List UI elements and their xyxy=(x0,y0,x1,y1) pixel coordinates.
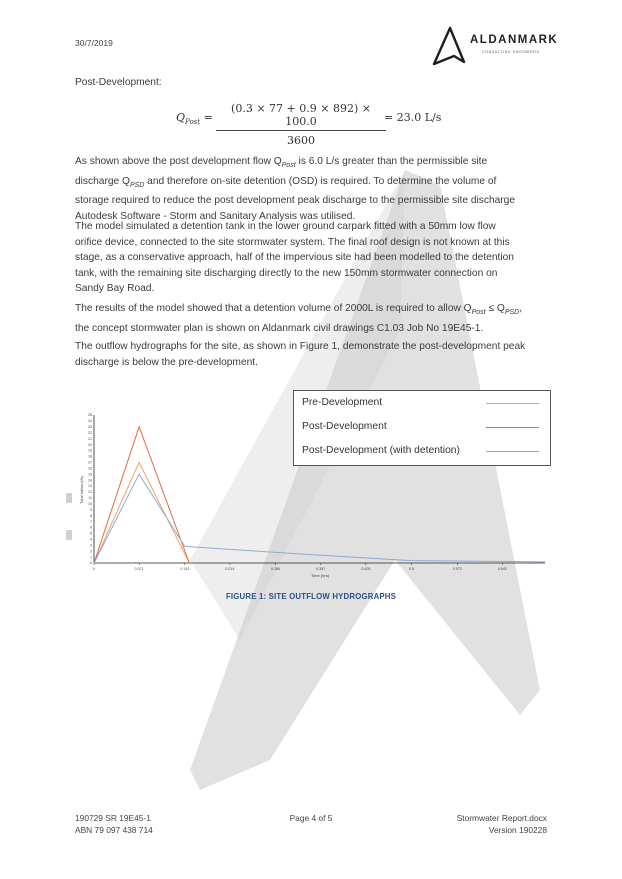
para4-line1: The outflow hydrographs for the site, as shown in Figure 1, demonstrate the post-development peak xyxy=(75,341,526,352)
x-tick-label: 0.5 xyxy=(409,567,415,571)
header-date: 30/7/2019 xyxy=(75,38,113,48)
equation-denominator: 3600 xyxy=(287,134,315,147)
para1-line2: discharge $Q_{PSD}$ and therefore on-site detention (OSD) is required. To determine the volume of xyxy=(75,175,497,189)
legend-label-post: Post-Development xyxy=(302,421,387,432)
y-tick-label: 14 xyxy=(88,478,92,483)
logo-tagline: CONSULTING ENGINEERS xyxy=(482,50,540,54)
y-tick-label: 17 xyxy=(88,460,92,465)
footer-abn: ABN 79 097 438 714 xyxy=(75,825,153,835)
y-tick-label: 1 xyxy=(90,555,92,560)
para2-line4: tank, with the remaining site discharging directly to the new 150mm stormwater connection on xyxy=(75,267,498,279)
equation-result: = 23.0 L/s xyxy=(384,111,442,124)
margin-mark xyxy=(66,530,72,540)
y-tick-label: 8 xyxy=(90,513,92,518)
section-label: Post-Development: xyxy=(75,77,162,88)
y-tick-label: 0 xyxy=(90,561,92,566)
y-tick-label: 9 xyxy=(90,507,92,512)
y-tick-label: 25 xyxy=(88,413,92,418)
y-tick-label: 12 xyxy=(88,490,92,495)
footer-filename: Stormwater Report.docx xyxy=(456,813,547,823)
para3-line2: the concept stormwater plan is shown on Aldanmark civil drawings C1.03 Job No 19E45-1. xyxy=(75,322,484,334)
paragraph-hydrographs xyxy=(75,339,555,370)
y-tick-label: 13 xyxy=(88,484,92,489)
footer-doc-ref: 190729 SR 19E45-1 xyxy=(75,813,151,823)
x-axis-label: Time (hrs) xyxy=(310,573,330,578)
para1-line3: storage required to reduce the post development peak discharge to the permissible site discharge xyxy=(75,195,516,207)
y-tick-label: 19 xyxy=(88,448,92,453)
para2-line5: Sandy Bay Road. xyxy=(75,283,155,294)
y-tick-label: 23 xyxy=(88,425,92,430)
y-tick-label: 5 xyxy=(90,531,92,536)
x-tick-label: 0.143 xyxy=(180,567,190,571)
y-tick-label: 18 xyxy=(88,454,92,459)
margin-mark xyxy=(66,493,72,503)
post-flow-equation xyxy=(176,102,476,147)
y-tick-label: 16 xyxy=(88,466,92,471)
x-tick-label: 0.286 xyxy=(271,567,281,571)
x-tick-label: 0.214 xyxy=(225,567,235,571)
chart-legend xyxy=(293,390,551,466)
y-tick-label: 15 xyxy=(88,472,92,477)
legend-label-pre: Pre-Development xyxy=(302,397,383,408)
x-tick-label: 0.071 xyxy=(134,567,144,571)
legend-swatch-post xyxy=(486,427,539,428)
y-tick-label: 7 xyxy=(90,519,92,524)
legend-label-detention: Post-Development (with detention) xyxy=(302,445,460,456)
equation-lhs: $Q_{Post}$ = xyxy=(176,111,213,127)
equation-fraction xyxy=(216,102,386,147)
series-line-1 xyxy=(94,427,189,563)
paragraph-results xyxy=(75,301,555,336)
para1-line1: As shown above the post development flow $Q_{Post}$ is 6.0 L/s greater than the permissible site xyxy=(75,156,488,170)
y-tick-label: 21 xyxy=(88,436,92,441)
para2-line3: stage, as a conservative approach, half of the impervious site had been modelled to the detention xyxy=(75,252,514,263)
para1-line4: Autodesk Software - Storm and Sanitary Analysis was utilised. xyxy=(75,210,356,222)
paragraph-post-flow xyxy=(75,154,555,224)
aldanmark-logo-icon xyxy=(430,26,550,66)
footer-page-number: Page 4 of 5 xyxy=(289,813,333,823)
figure-caption: FIGURE 1: SITE OUTFLOW HYDROGRAPHS xyxy=(225,592,397,601)
y-tick-label: 22 xyxy=(88,430,92,435)
legend-swatch-detention xyxy=(486,451,539,452)
y-tick-label: 6 xyxy=(90,525,92,530)
para2-line1: The model simulated a detention tank in the lower ground carpark fitted with a 50mm low flow xyxy=(75,221,496,232)
y-tick-label: 11 xyxy=(88,496,92,501)
legend-swatch-pre xyxy=(486,403,539,404)
equation-numerator: (0.3 × 77 + 0.9 × 892) × 100.0 xyxy=(216,102,386,131)
para2-line2: orifice device, connected to the site stormwater system. The final roof design is not known at this xyxy=(75,236,510,248)
y-tick-label: 10 xyxy=(88,502,92,506)
y-axis-label: Total Inflow (l/s) xyxy=(79,476,84,504)
y-tick-label: 4 xyxy=(90,537,92,542)
y-tick-label: 2 xyxy=(90,549,92,554)
para4-line2: discharge is below the pre-development. xyxy=(75,356,258,368)
x-tick-label: 0.643 xyxy=(497,567,507,571)
footer-version: Version 190228 xyxy=(488,825,547,835)
y-tick-label: 24 xyxy=(88,419,92,424)
y-tick-label: 3 xyxy=(90,543,92,548)
x-tick-label: 0.572 xyxy=(452,567,462,571)
y-tick-label: 20 xyxy=(88,442,92,447)
para3-line1: The results of the model showed that a detention volume of 2000L is required to allow $Q_{Post} \le Q_{PSD}$, xyxy=(75,303,523,317)
logo-wordmark: ALDANMARK xyxy=(470,34,559,46)
x-tick-label: 0.357 xyxy=(316,567,326,571)
x-tick-label: 0.428 xyxy=(361,567,371,571)
x-tick-label: 0 xyxy=(93,567,95,571)
footer-right xyxy=(457,812,547,836)
paragraph-model xyxy=(75,219,555,297)
